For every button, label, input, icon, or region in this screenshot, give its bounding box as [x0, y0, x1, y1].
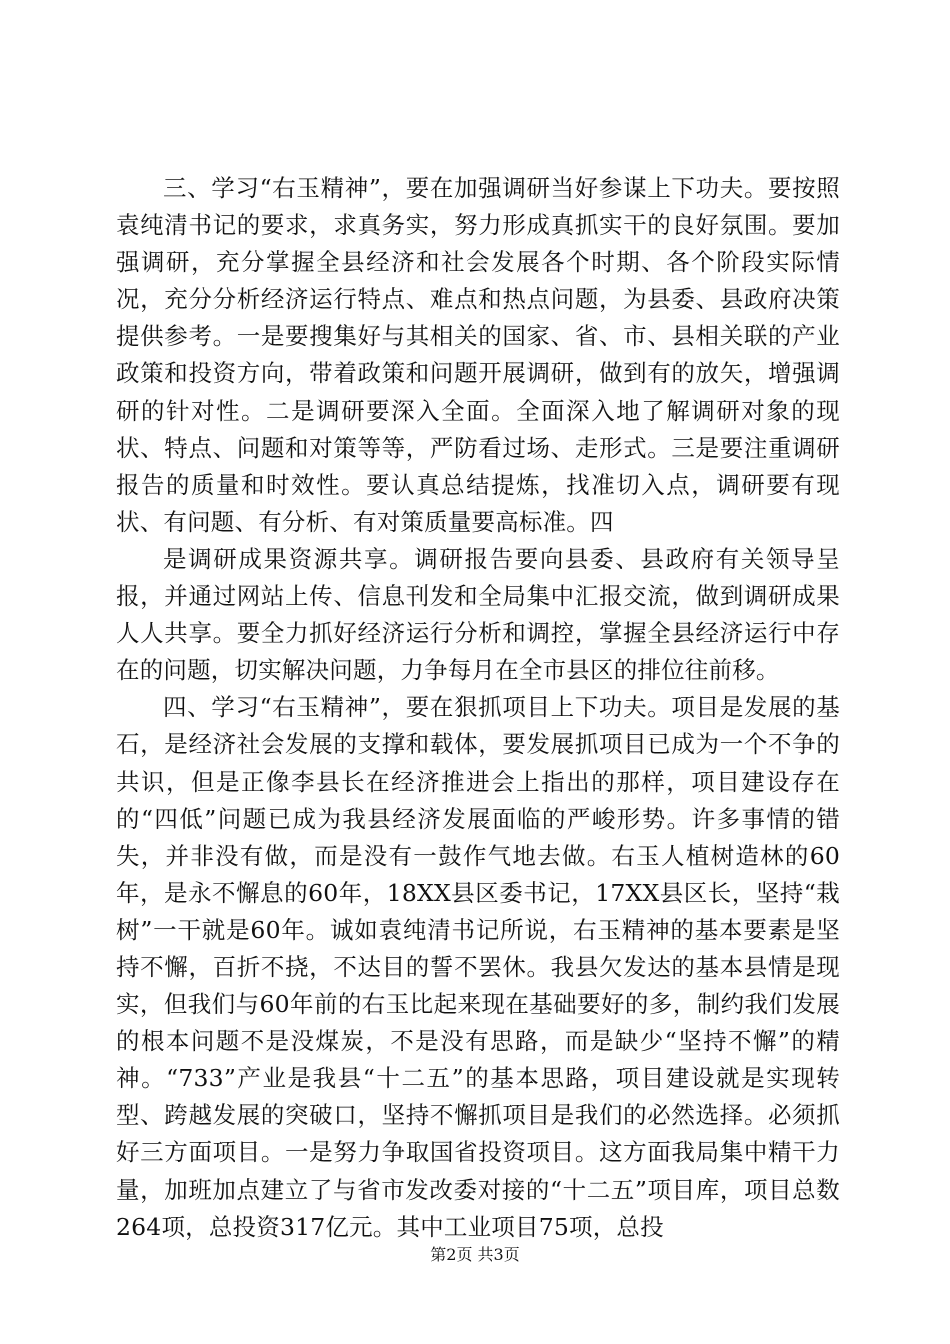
paragraph-section-three-continued: 是调研成果资源共享。调研报告要向县委、县政府有关领导呈报，并通过网站上传、信息刊发和全局集中汇报交流，做到调研成果人人共享。要全力抓好经济运行分析和调控，掌握全县经济运行中存在的问题，切实解决问题，力争每月在全市县区的排位往前移。 — [116, 544, 840, 685]
paragraph-section-four: 四、学习“右玉精神”，要在狠抓项目上下功夫。项目是发展的基石，是经济社会发展的支撑和载体，要发展抓项目已成为一个不争的共识，但是正像李县长在经济推进会上指出的那样，项目建设存在的“四低”问题已成为我县经济发展面临的严峻形势。许多事情的错失，并非没有做，而是没有一鼓作气地去做。右玉人植树造林的60年，是永不懈息的60年，18XX县区委书记，17XX县区长，坚持“栽树”一干就是60年。诚如袁纯清书记所说，右玉精神的基本要素是坚持不懈，百折不挠，不达目的誓不罢休。我县欠发达的基本县情是现实，但我们与60年前的右玉比起来现在基础要好的多，制约我们发展的根本问题不是没煤炭，不是没有思路，而是缺少“坚持不懈”的精神。“733”产业是我县“十二五”的基本思路，项目建设就是实现转型、跨越发展的突破口，坚持不懈抓项目是我们的必然选择。必须抓好三方面项目。一是努力争取国省投资项目。这方面我局集中精干力量，加班加点建立了与省市发改委对接的“十二五”项目库，项目总数264项，总投资317亿元。其中工业项目75项，总投 — [116, 693, 840, 1241]
paragraph-section-three: 三、学习“右玉精神”，要在加强调研当好参谋上下功夫。要按照袁纯清书记的要求，求真务实，努力形成真抓实干的良好氛围。要加强调研，充分掌握全县经济和社会发展各个时期、各个阶段实际情况，充分分析经济运行特点、难点和热点问题，为县委、县政府决策提供参考。一是要搜集好与其相关的国家、省、市、县相关联的产业政策和投资方向，带着政策和问题开展调研，做到有的放矢，增强调研的针对性。二是调研要深入全面。全面深入地了解调研对象的现状、特点、问题和对策等等，严防看过场、走形式。三是要注重调研报告的质量和时效性。要认真总结提炼，找准切入点，调研要有现状、有问题、有分析、有对策质量要高标准。四 — [116, 174, 840, 536]
document-body — [116, 170, 840, 1246]
page-number-footer: 第2页 共3页 — [430, 1245, 520, 1264]
